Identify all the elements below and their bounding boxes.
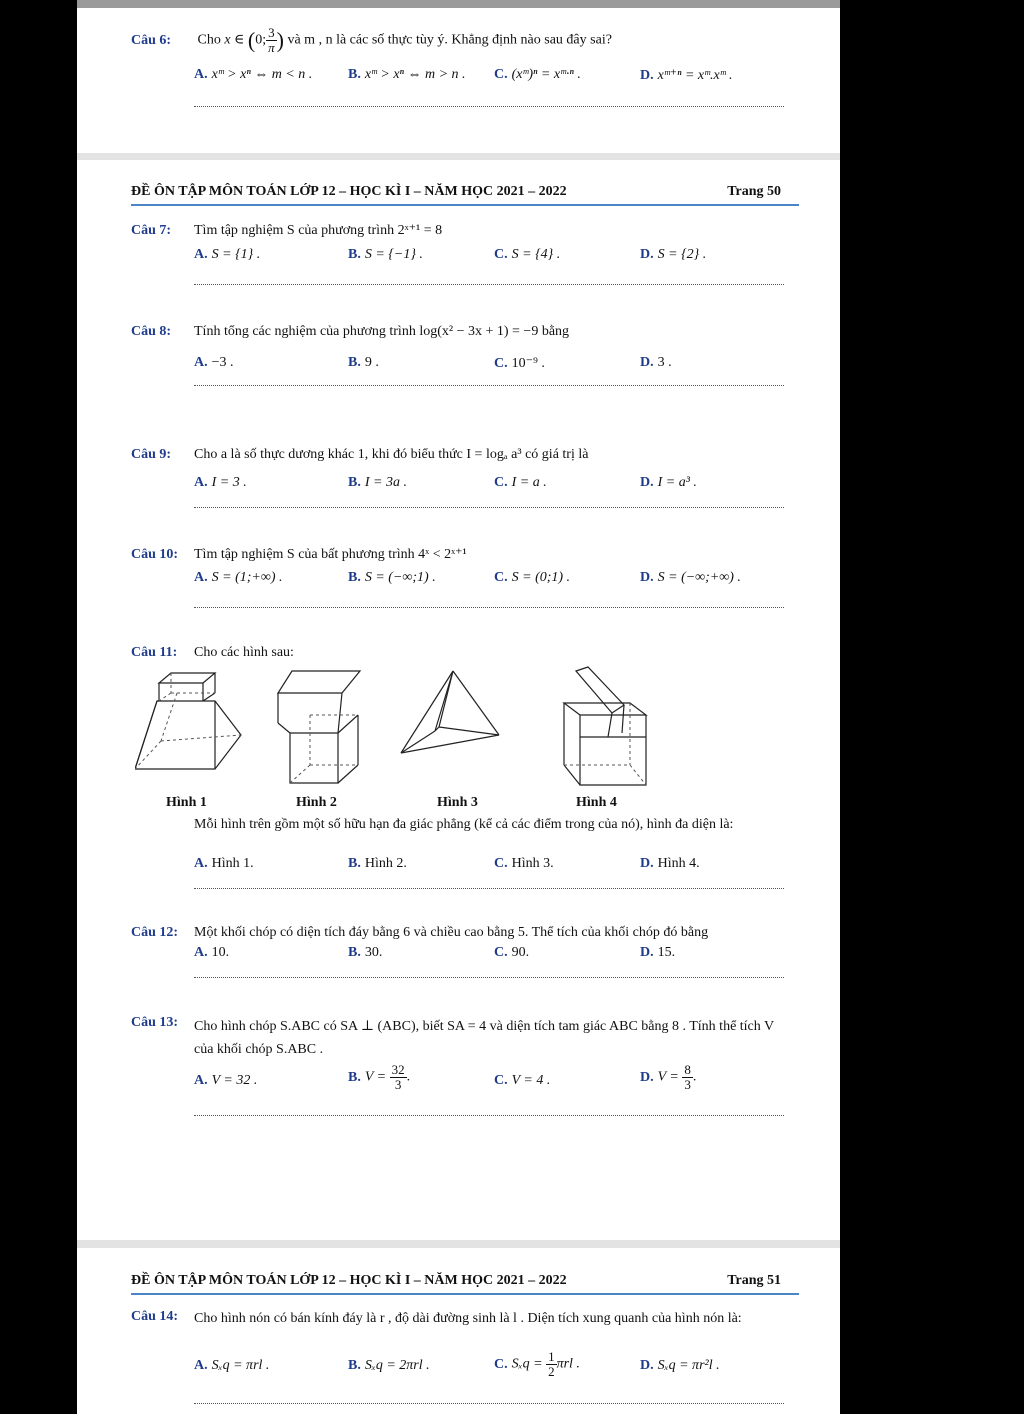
option-text: S = (1;+∞) . — [211, 570, 283, 585]
page-number: Trang 50 — [727, 184, 781, 199]
option-text: xᵐ > xⁿ ⇔ m > n . — [364, 67, 466, 82]
question-number: Câu 10: — [131, 547, 179, 562]
q6-option-c[interactable]: C. (xᵐ)ⁿ = xᵐ·ⁿ . — [494, 67, 581, 82]
fraction-denominator: π — [268, 40, 275, 55]
fraction — [546, 1350, 557, 1379]
option-text: 90. — [511, 945, 530, 960]
question-text-post: và m , n là các số thực tùy ý. Khẳng định nào sau đây sai? — [287, 32, 612, 48]
question-14 — [131, 1309, 786, 1328]
option-text: 10⁻⁹ . — [511, 356, 545, 371]
right-bracket: ) — [276, 27, 284, 53]
answer-line — [194, 977, 784, 978]
question-number: Câu 13: — [131, 1015, 179, 1030]
page-gap — [77, 1240, 840, 1248]
q11-option-d[interactable]: D. Hình 4. — [640, 856, 700, 871]
page-gap — [77, 153, 840, 160]
q9-option-b[interactable]: B. I = 3a . — [348, 475, 407, 490]
q13-option-a[interactable]: A. V = 32 . — [194, 1073, 258, 1088]
figure-4-cube-prism — [560, 665, 655, 790]
option-text: 9 . — [364, 355, 379, 370]
fraction-numerator: 1 — [548, 1349, 555, 1364]
option-text: Sₓq = 2πrl . — [364, 1358, 430, 1373]
q13-option-d[interactable]: D. V = $\frac{8}{3}$ . — [640, 1062, 697, 1092]
question-number: Câu 14: — [131, 1309, 179, 1324]
option-text: Hình 4. — [657, 856, 700, 871]
answer-line — [194, 507, 784, 508]
option-text: Hình 3. — [511, 856, 554, 871]
q11-option-c[interactable]: C. Hình 3. — [494, 856, 554, 871]
q9-option-c[interactable]: C. I = a . — [494, 475, 547, 490]
question-13 — [131, 1015, 786, 1061]
question-text: Cho hình chóp S.ABC có SA ⊥ (ABC), biết SA = 4 và diện tích tam giác ABC bằng 8 . Tính thể tích V của khối chóp S.ABC . — [194, 1019, 774, 1057]
figure-2-cube — [272, 665, 372, 790]
option-text: 15. — [657, 945, 676, 960]
option-text: Sₓq = πrl . — [211, 1358, 270, 1373]
fraction-numerator: 32 — [391, 1062, 405, 1077]
left-bracket: ( — [247, 27, 256, 53]
figure-3-label: Hình 3 — [437, 795, 478, 810]
fraction — [266, 26, 277, 55]
set-membership: x ∈ — [224, 32, 248, 48]
answer-line — [194, 1403, 784, 1404]
question-text: Cho a là số thực dương khác 1, khi đó biểu thức I = logₐ a³ có giá trị là — [194, 447, 589, 462]
option-text: xᵐ⁺ⁿ = xᵐ.xᵐ . — [657, 68, 733, 83]
q7-option-d[interactable]: D. S = {2} . — [640, 247, 707, 262]
q14-option-a[interactable]: A. Sₓq = πrl . — [194, 1358, 270, 1373]
option-text: S = {1} . — [211, 247, 261, 262]
q14-option-b[interactable]: B. Sₓq = 2πrl . — [348, 1358, 430, 1373]
fraction-numerator: 8 — [684, 1062, 691, 1077]
q9-option-d[interactable]: D. I = a³ . — [640, 475, 697, 490]
option-text: V = 4 . — [511, 1073, 551, 1088]
question-number: Câu 9: — [131, 447, 172, 462]
q10-option-a[interactable]: A. S = (1;+∞) . — [194, 570, 283, 585]
option-text: V = — [364, 1069, 387, 1085]
question-number: Câu 11: — [131, 645, 178, 660]
option-text: xᵐ > xⁿ ⇔ m < n . — [211, 67, 313, 82]
q6-option-a[interactable]: A. xᵐ > xⁿ ⇔ m < n . — [194, 67, 313, 82]
question-number: Câu 8: — [131, 324, 172, 339]
option-text: S = {4} . — [511, 247, 561, 262]
figure-3-pyramid — [395, 665, 505, 790]
q14-option-d[interactable]: D. Sₓq = πr²l . — [640, 1358, 720, 1373]
answer-line — [194, 284, 784, 285]
option-text: I = 3a . — [364, 475, 407, 490]
question-12 — [131, 925, 708, 941]
question-number: Câu 7: — [131, 223, 172, 238]
q9-option-a[interactable]: A. I = 3 . — [194, 475, 247, 490]
q6-option-d[interactable]: D. xᵐ⁺ⁿ = xᵐ.xᵐ . — [640, 68, 733, 83]
header-title: ĐỀ ÔN TẬP MÔN TOÁN LỚP 12 – HỌC KÌ I – NĂM HỌC 2021 – 2022 — [131, 184, 567, 199]
fraction-numerator: 3 — [268, 25, 275, 40]
question-text-pre: Cho — [197, 32, 221, 48]
question-text: Một khối chóp có diện tích đáy bằng 6 và chiều cao bằng 5. Thể tích của khối chóp đó bằng — [194, 925, 709, 940]
option-text: Hình 2. — [364, 856, 407, 871]
q10-option-d[interactable]: D. S = (−∞;+∞) . — [640, 570, 741, 585]
fraction — [390, 1063, 407, 1092]
fraction-denominator: 2 — [548, 1364, 555, 1379]
q8-option-a[interactable]: A. −3 . — [194, 355, 234, 370]
fraction — [682, 1063, 693, 1092]
q12-option-a[interactable]: A. 10. — [194, 945, 230, 960]
option-text: 3 . — [657, 355, 672, 370]
option-text: Sₓq = — [511, 1356, 543, 1372]
figure-2-label: Hình 2 — [296, 795, 337, 810]
option-text: I = 3 . — [211, 475, 247, 490]
page-header — [131, 1273, 799, 1295]
page-header — [131, 184, 799, 206]
option-text: I = a³ . — [657, 475, 697, 490]
option-text: V = — [657, 1069, 679, 1085]
question-11-text2 — [194, 815, 786, 834]
q13-option-b[interactable]: B. V = $\frac{32}{3}$ . — [348, 1062, 411, 1092]
top-gray-strip — [77, 0, 840, 8]
question-text: Cho hình nón có bán kính đáy là r , độ dài đường sinh là l . Diện tích xung quanh của hình nón là: — [194, 1311, 742, 1326]
option-text: Hình 1. — [211, 856, 254, 871]
option-text: 30. — [364, 945, 383, 960]
q6-option-b[interactable]: B. xᵐ > xⁿ ⇔ m > n . — [348, 67, 466, 82]
option-text: S = (−∞;1) . — [364, 570, 436, 585]
option-text: πrl . — [556, 1356, 580, 1372]
q8-option-d[interactable]: D. 3 . — [640, 355, 672, 370]
q12-option-c[interactable]: C. 90. — [494, 945, 530, 960]
question-text: Tìm tập nghiệm S của bất phương trình 4ˣ < 2ˣ⁺¹ — [194, 547, 467, 562]
question-11 — [131, 645, 294, 661]
q12-option-d[interactable]: D. 15. — [640, 945, 676, 960]
option-text: Sₓq = πr²l . — [657, 1358, 720, 1373]
figure-4-label: Hình 4 — [576, 795, 617, 810]
header-title: ĐỀ ÔN TẬP MÔN TOÁN LỚP 12 – HỌC KÌ I – NĂM HỌC 2021 – 2022 — [131, 1273, 567, 1288]
q10-option-c[interactable]: C. S = (0;1) . — [494, 570, 571, 585]
question-number: Câu 12: — [131, 925, 179, 940]
q11-option-b[interactable]: B. Hình 2. — [348, 856, 407, 871]
q11-option-a[interactable]: A. Hình 1. — [194, 856, 254, 871]
interval-start: 0; — [255, 32, 267, 48]
fraction-denominator: 3 — [394, 1077, 402, 1092]
question-6 — [131, 26, 612, 55]
question-10 — [131, 546, 467, 563]
q10-option-b[interactable]: B. S = (−∞;1) . — [348, 570, 436, 585]
option-text: −3 . — [211, 355, 234, 370]
q12-option-b[interactable]: B. 30. — [348, 945, 383, 960]
question-text: Tính tổng các nghiệm của phương trình log(x² − 3x + 1) = −9 bằng — [194, 324, 570, 339]
answer-line — [194, 607, 784, 608]
option-text: S = {2} . — [657, 247, 707, 262]
question-9 — [131, 447, 588, 463]
q14-option-c[interactable]: C. Sₓq = $\frac{1}{2}$ πrl . — [494, 1349, 580, 1379]
question-text: Cho các hình sau: — [194, 645, 294, 660]
question-7 — [131, 222, 442, 239]
q13-option-c[interactable]: C. V = 4 . — [494, 1073, 551, 1088]
figure-1-label: Hình 1 — [166, 795, 207, 810]
option-text: S = (0;1) . — [511, 570, 571, 585]
q8-option-c[interactable]: C. 10⁻⁹ . — [494, 356, 545, 371]
answer-line — [194, 1115, 784, 1116]
q7-option-b[interactable]: B. S = {−1} . — [348, 247, 423, 262]
figure-1-frustum — [135, 665, 245, 790]
q7-option-a[interactable]: A. S = {1} . — [194, 247, 261, 262]
option-text: S = (−∞;+∞) . — [657, 570, 741, 585]
fraction-denominator: 3 — [684, 1077, 691, 1092]
page-number: Trang 51 — [727, 1273, 781, 1288]
q8-option-b[interactable]: B. 9 . — [348, 355, 379, 370]
option-text: V = 32 . — [211, 1073, 258, 1088]
question-text: Tìm tập nghiệm S của phương trình 2ˣ⁺¹ = 8 — [194, 223, 443, 238]
option-text: S = {−1} . — [364, 247, 423, 262]
option-text: 10. — [211, 945, 230, 960]
question-text: Mỗi hình trên gồm một số hữu hạn đa giác phẳng (kể cả các điểm trong của nó), hình đa diện là: — [194, 817, 734, 832]
option-text: I = a . — [511, 475, 547, 490]
q7-option-c[interactable]: C. S = {4} . — [494, 247, 561, 262]
question-8 — [131, 324, 569, 340]
answer-line — [194, 888, 784, 889]
answer-line — [194, 385, 784, 386]
option-text: (xᵐ)ⁿ = xᵐ·ⁿ . — [511, 67, 581, 82]
question-number: Câu 6: — [131, 32, 172, 48]
answer-line — [194, 106, 784, 107]
